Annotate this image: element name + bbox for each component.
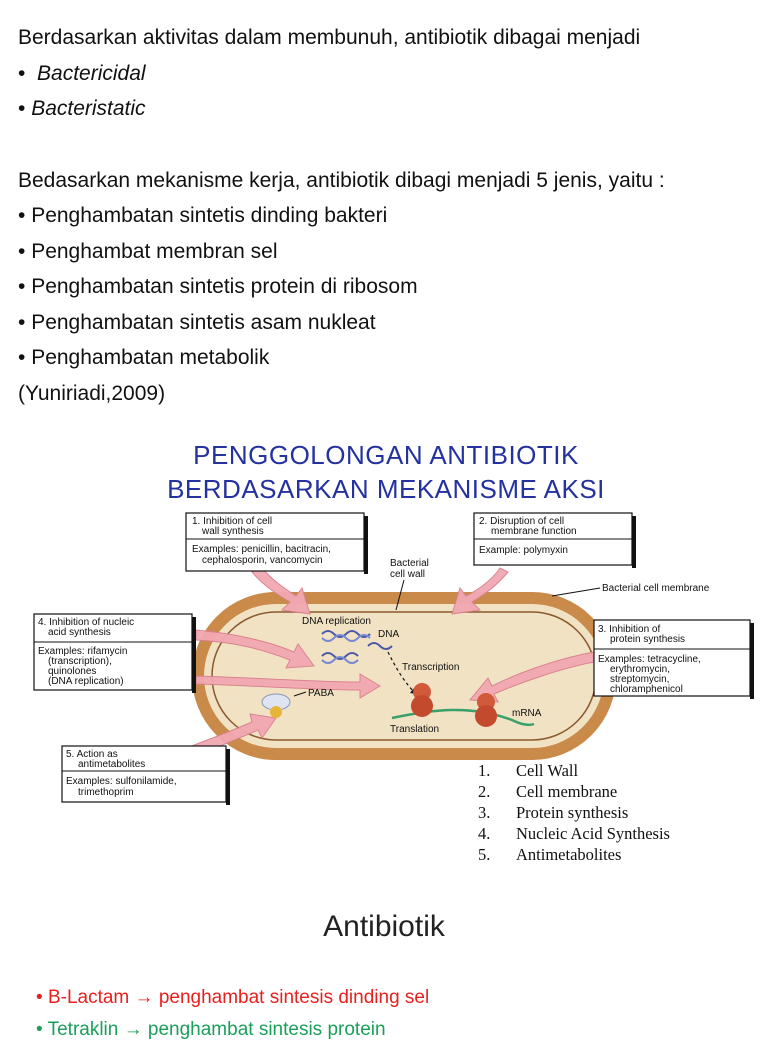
mechanism-diagram [0, 420, 768, 880]
legend-number: 1. [478, 761, 491, 780]
legend-item: Antimetabolites [516, 845, 622, 864]
label-paba: PABA [308, 688, 334, 699]
svg-text:5. Action as: 5. Action as [66, 749, 118, 760]
list-item-mechanism: • Penghambat membran sel [18, 239, 278, 263]
label-translation: Translation [390, 724, 440, 735]
arrow-right-icon: → [123, 1019, 143, 1040]
legend-item: Protein synthesis [516, 803, 629, 822]
legend-item: Nucleic Acid Synthesis [516, 824, 670, 843]
svg-text:Examples: tetracycline,: Examples: tetracycline, [598, 654, 701, 665]
list-item-bacteristatic: • Bacteristatic [18, 97, 146, 120]
mechanism-box-5 [62, 746, 230, 805]
svg-text:3. Inhibition of: 3. Inhibition of [598, 624, 661, 635]
svg-text:erythromycin,: erythromycin, [610, 664, 671, 675]
label-mrna: mRNA [512, 708, 542, 719]
mechanism-box-3 [594, 620, 754, 699]
mechanism-box-1 [186, 513, 368, 574]
legend-list [478, 761, 670, 864]
svg-text:Examples: sulfonilamide,: Examples: sulfonilamide, [66, 776, 177, 787]
svg-text:cephalosporin, vancomycin: cephalosporin, vancomycin [202, 555, 323, 566]
citation: (Yuniriadi,2009) [18, 381, 166, 405]
svg-text:1. Inhibition of cell: 1. Inhibition of cell [192, 516, 273, 527]
label-cell-wall: cell wall [390, 569, 426, 580]
svg-text:Example: polymyxin: Example: polymyxin [479, 545, 568, 556]
svg-text:chloramphenicol: chloramphenicol [610, 684, 683, 695]
diagram-title-line1: PENGGOLONGAN ANTIBIOTIK [193, 440, 579, 470]
label-transcription: Transcription [402, 662, 460, 673]
svg-text:acid synthesis: acid synthesis [48, 627, 111, 638]
mechanism-box-2 [474, 513, 636, 568]
label-dna: DNA [378, 629, 400, 640]
svg-text:(transcription),: (transcription), [48, 656, 112, 667]
list-item-mechanism: • Penghambatan metabolik [18, 346, 270, 369]
paba-molecule [270, 706, 282, 718]
list-item-mechanism: • Penghambatan sintetis dinding bakteri [18, 204, 388, 227]
list-item-mechanism: • Penghambatan sintetis protein di ribosom [18, 275, 418, 298]
svg-text:membrane function: membrane function [491, 526, 577, 537]
intro-line-activity: Berdasarkan aktivitas dalam membunuh, antibiotik dibagai menjadi [18, 26, 641, 49]
legend-item: Cell Wall [516, 761, 579, 780]
ribosome-icon [475, 705, 497, 727]
legend-number: 5. [478, 845, 491, 864]
svg-text:antimetabolites: antimetabolites [78, 759, 146, 770]
intro-text [18, 20, 758, 411]
list-item-bactericidal: • Bactericidal [18, 61, 146, 85]
mechanism-box-4 [34, 614, 196, 693]
diagram-title-line2: BERDASARKAN MEKANISME AKSI [167, 474, 605, 504]
list-item-antibiotic: • Tetraklin → penghambat sintesis protein [36, 1019, 386, 1040]
arrow-right-icon: → [134, 987, 154, 1008]
label-cell-membrane: Bacterial cell membrane [602, 583, 710, 594]
label-dna-replication: DNA replication [302, 616, 371, 627]
svg-text:(DNA replication): (DNA replication) [48, 676, 124, 687]
svg-text:quinolones: quinolones [48, 666, 97, 677]
legend-number: 4. [478, 824, 491, 843]
list-item-mechanism: • Penghambatan sintetis asam nukleat [18, 310, 376, 334]
svg-text:trimethoprim: trimethoprim [78, 787, 134, 798]
legend-number: 3. [478, 803, 491, 822]
svg-text:2. Disruption of cell: 2. Disruption of cell [479, 516, 565, 527]
svg-text:Examples: penicillin, bacitrac: Examples: penicillin, bacitracin, [192, 544, 331, 555]
list-item-antibiotic: • B-Lactam → penghambat sintesis dinding sel [36, 987, 430, 1008]
intro-line-mechanism: Bedasarkan mekanisme kerja, antibiotik dibagi menjadi 5 jenis, yaitu : [18, 168, 665, 192]
svg-text:protein synthesis: protein synthesis [610, 634, 686, 645]
section-title: Antibiotik [323, 910, 445, 943]
label-cell-wall: Bacterial [390, 558, 429, 569]
legend-number: 2. [478, 782, 491, 801]
svg-text:wall synthesis: wall synthesis [202, 526, 264, 537]
ribosome-icon [411, 695, 433, 717]
svg-text:Examples: rifamycin: Examples: rifamycin [38, 646, 128, 657]
legend-item: Cell membrane [516, 782, 618, 801]
svg-text:4. Inhibition of nucleic: 4. Inhibition of nucleic [38, 617, 135, 628]
svg-text:streptomycin,: streptomycin, [610, 674, 670, 685]
antibiotic-list [36, 982, 429, 1046]
